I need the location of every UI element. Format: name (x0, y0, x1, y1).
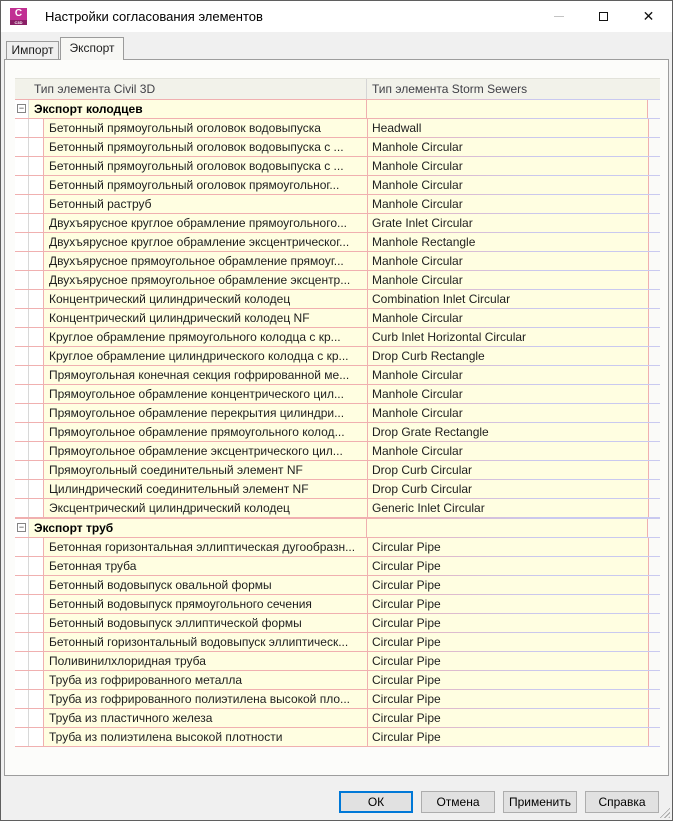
grid-header-row (15, 78, 660, 99)
row-gutter (15, 252, 29, 270)
title-bar (1, 1, 672, 32)
row-filler (649, 290, 660, 308)
table-row (15, 633, 660, 652)
civil3d-type-cell: Поливинилхлоридная труба (43, 652, 367, 670)
row-filler (649, 614, 660, 632)
civil3d-type-cell: Труба из гофрированного металла (43, 671, 367, 689)
row-indent (29, 709, 43, 727)
row-gutter (15, 233, 29, 251)
table-row (15, 347, 660, 366)
civil3d-type-cell: Бетонный прямоугольный оголовок прямоугольног... (43, 176, 367, 194)
storm-sewers-type-cell[interactable]: Circular Pipe (367, 576, 649, 594)
row-gutter (15, 728, 29, 746)
civil3d-type-cell: Бетонная горизонтальная эллиптическая дугообразн... (43, 538, 367, 556)
civil3d-type-cell: Бетонная труба (43, 557, 367, 575)
row-filler (649, 633, 660, 651)
row-gutter (15, 385, 29, 403)
civil3d-type-cell: Бетонный прямоугольный оголовок водовыпуска с ... (43, 157, 367, 175)
cancel-button[interactable]: Отмена (421, 791, 495, 813)
row-filler (649, 728, 660, 746)
row-indent (29, 442, 43, 460)
storm-sewers-type-cell[interactable]: Manhole Rectangle (367, 233, 649, 251)
row-indent (29, 423, 43, 441)
table-row (15, 233, 660, 252)
row-filler (648, 100, 660, 118)
row-indent (29, 214, 43, 232)
civil3d-type-cell: Труба из полиэтилена высокой плотности (43, 728, 367, 746)
row-filler (649, 652, 660, 670)
column-header-storm-sewers: Тип элемента Storm Sewers (372, 82, 528, 96)
row-filler (649, 195, 660, 213)
row-filler (649, 461, 660, 479)
row-indent (29, 614, 43, 632)
civil3d-type-cell: Концентрический цилиндрический колодец NF (43, 309, 367, 327)
civil3d-type-cell: Бетонный прямоугольный оголовок водовыпуска (43, 119, 367, 137)
civil3d-type-cell: Труба из пластичного железа (43, 709, 367, 727)
storm-sewers-type-cell[interactable]: Circular Pipe (367, 728, 649, 746)
collapse-toggle-icon[interactable]: − (18, 103, 25, 113)
storm-sewers-type-cell[interactable]: Curb Inlet Horizontal Circular (367, 328, 649, 346)
minimize-button[interactable] (536, 1, 581, 32)
table-row (15, 538, 660, 557)
storm-sewers-type-cell[interactable]: Circular Pipe (367, 614, 649, 632)
row-indent (29, 671, 43, 689)
row-gutter (15, 709, 29, 727)
row-indent (29, 328, 43, 346)
table-row (15, 119, 660, 138)
civil3d-type-cell: Бетонный раструб (43, 195, 367, 213)
row-gutter (15, 290, 29, 308)
table-row (15, 557, 660, 576)
row-filler (649, 271, 660, 289)
civil3d-type-cell: Круглое обрамление цилиндрического колодца с кр... (43, 347, 367, 365)
civil3d-type-cell: Прямоугольная конечная секция гофрированной ме... (43, 366, 367, 384)
row-gutter (15, 576, 29, 594)
row-gutter (15, 328, 29, 346)
storm-sewers-type-cell[interactable]: Generic Inlet Circular (367, 499, 649, 517)
table-row (15, 271, 660, 290)
storm-sewers-type-cell[interactable]: Grate Inlet Circular (367, 214, 649, 232)
row-indent (29, 309, 43, 327)
table-row (15, 614, 660, 633)
row-gutter (15, 519, 29, 537)
row-gutter (15, 690, 29, 708)
storm-sewers-type-cell[interactable]: Circular Pipe (367, 557, 649, 575)
row-indent (29, 595, 43, 613)
table-row (15, 461, 660, 480)
storm-sewers-type-cell[interactable]: Manhole Circular (367, 157, 649, 175)
civil3d-app-icon (10, 8, 27, 25)
row-indent (29, 290, 43, 308)
table-row (15, 652, 660, 671)
civil3d-type-cell: Эксцентрический цилиндрический колодец (43, 499, 367, 517)
row-filler (648, 519, 660, 537)
row-gutter (15, 119, 29, 137)
storm-sewers-type-cell[interactable]: Manhole Circular (367, 271, 649, 289)
window-title: Настройки согласования элементов (45, 9, 263, 24)
maximize-button[interactable] (581, 1, 626, 32)
row-filler (649, 176, 660, 194)
group-row (15, 518, 660, 538)
civil3d-type-cell: Двухъярусное круглое обрамление эксцентрическог... (43, 233, 367, 251)
row-gutter (15, 595, 29, 613)
storm-sewers-type-cell[interactable]: Circular Pipe (367, 690, 649, 708)
civil3d-type-cell: Прямоугольное обрамление прямоугольного колод... (43, 423, 367, 441)
civil3d-type-cell: Бетонный водовыпуск прямоугольного сечения (43, 595, 367, 613)
row-gutter (15, 195, 29, 213)
table-row (15, 423, 660, 442)
matching-grid (15, 78, 660, 747)
group-label-cell: Экспорт колодцев (29, 100, 366, 118)
ok-button[interactable]: ОК (339, 791, 413, 813)
storm-sewers-type-cell[interactable]: Manhole Circular (367, 138, 649, 156)
storm-sewers-type-cell[interactable]: Manhole Circular (367, 252, 649, 270)
civil3d-type-cell: Прямоугольное обрамление концентрического цил... (43, 385, 367, 403)
close-icon: ✕ (642, 8, 655, 24)
storm-sewers-type-cell[interactable]: Circular Pipe (367, 538, 649, 556)
row-gutter (15, 366, 29, 384)
row-gutter (15, 138, 29, 156)
table-row (15, 404, 660, 423)
civil3d-type-cell: Прямоугольное обрамление эксцентрического цил... (43, 442, 367, 460)
row-indent (29, 119, 43, 137)
table-row (15, 157, 660, 176)
storm-sewers-type-cell[interactable]: Drop Curb Circular (367, 461, 649, 479)
row-gutter (15, 157, 29, 175)
row-gutter (15, 271, 29, 289)
civil3d-type-cell: Круглое обрамление прямоугольного колодца с кр... (43, 328, 367, 346)
row-filler (649, 366, 660, 384)
storm-sewers-type-cell[interactable] (366, 100, 648, 118)
row-filler (649, 347, 660, 365)
storm-sewers-type-cell[interactable]: Manhole Circular (367, 195, 649, 213)
grid-body (15, 99, 660, 747)
column-header-civil3d: Тип элемента Civil 3D (15, 79, 367, 99)
row-gutter (15, 423, 29, 441)
storm-sewers-type-cell[interactable]: Drop Curb Rectangle (367, 347, 649, 365)
row-indent (29, 557, 43, 575)
row-filler (649, 328, 660, 346)
row-gutter (15, 633, 29, 651)
civil3d-type-cell: Бетонный горизонтальный водовыпуск эллиптическ... (43, 633, 367, 651)
table-row (15, 252, 660, 271)
row-indent (29, 233, 43, 251)
table-row (15, 499, 660, 518)
help-button[interactable]: Справка (585, 791, 659, 813)
row-gutter (15, 442, 29, 460)
row-filler (649, 233, 660, 251)
storm-sewers-type-cell[interactable]: Circular Pipe (367, 709, 649, 727)
civil3d-type-cell: Прямоугольное обрамление перекрытия цилиндри... (43, 404, 367, 422)
table-row (15, 328, 660, 347)
row-gutter (15, 176, 29, 194)
table-row (15, 309, 660, 328)
row-indent (29, 538, 43, 556)
row-indent (29, 690, 43, 708)
row-indent (29, 728, 43, 746)
row-filler (649, 538, 660, 556)
row-gutter (15, 671, 29, 689)
apply-button[interactable]: Применить (503, 791, 577, 813)
collapse-toggle-icon[interactable]: − (18, 522, 25, 532)
row-filler (649, 690, 660, 708)
row-indent (29, 176, 43, 194)
row-indent (29, 404, 43, 422)
table-row (15, 671, 660, 690)
storm-sewers-type-cell[interactable]: Combination Inlet Circular (367, 290, 649, 308)
row-indent (29, 652, 43, 670)
row-gutter (15, 347, 29, 365)
tab-page-export (4, 59, 669, 776)
table-row (15, 728, 660, 747)
civil3d-type-cell: Цилиндрический соединительный элемент NF (43, 480, 367, 498)
storm-sewers-type-cell[interactable]: Circular Pipe (367, 671, 649, 689)
storm-sewers-type-cell[interactable] (366, 519, 648, 537)
row-filler (649, 385, 660, 403)
row-indent (29, 480, 43, 498)
row-filler (649, 119, 660, 137)
table-row (15, 442, 660, 461)
storm-sewers-type-cell[interactable]: Manhole Circular (367, 366, 649, 384)
row-filler (649, 499, 660, 517)
row-filler (649, 480, 660, 498)
storm-sewers-type-cell[interactable]: Circular Pipe (367, 595, 649, 613)
civil3d-type-cell: Бетонный водовыпуск овальной формы (43, 576, 367, 594)
row-gutter (15, 309, 29, 327)
table-row (15, 576, 660, 595)
table-row (15, 385, 660, 404)
civil3d-icon-letter: C (10, 8, 27, 20)
row-gutter (15, 404, 29, 422)
storm-sewers-type-cell[interactable]: Drop Grate Rectangle (367, 423, 649, 441)
row-filler (649, 442, 660, 460)
row-indent (29, 499, 43, 517)
row-gutter (15, 557, 29, 575)
row-gutter (15, 652, 29, 670)
row-filler (649, 309, 660, 327)
table-row (15, 138, 660, 157)
row-indent (29, 347, 43, 365)
storm-sewers-type-cell[interactable]: Manhole Circular (367, 404, 649, 422)
civil3d-type-cell: Труба из гофрированного полиэтилена высокой пло... (43, 690, 367, 708)
row-filler (649, 595, 660, 613)
group-label-cell: Экспорт труб (29, 519, 366, 537)
row-indent (29, 576, 43, 594)
row-indent (29, 138, 43, 156)
storm-sewers-type-cell[interactable]: Manhole Circular (367, 385, 649, 403)
storm-sewers-type-cell[interactable]: Manhole Circular (367, 176, 649, 194)
row-gutter (15, 614, 29, 632)
storm-sewers-type-cell[interactable]: Headwall (367, 119, 649, 137)
table-row (15, 366, 660, 385)
row-filler (649, 671, 660, 689)
close-button[interactable] (626, 1, 671, 32)
row-filler (649, 404, 660, 422)
civil3d-type-cell: Двухъярусное круглое обрамление прямоугольного... (43, 214, 367, 232)
row-filler (649, 157, 660, 175)
tab-export[interactable]: Экспорт (60, 37, 124, 60)
row-indent (29, 385, 43, 403)
row-gutter (15, 480, 29, 498)
row-filler (649, 576, 660, 594)
row-gutter (15, 100, 29, 118)
civil3d-type-cell: Прямоугольный соединительный элемент NF (43, 461, 367, 479)
storm-sewers-type-cell[interactable]: Circular Pipe (367, 633, 649, 651)
row-gutter (15, 538, 29, 556)
table-row (15, 290, 660, 309)
row-filler (649, 709, 660, 727)
row-indent (29, 366, 43, 384)
row-gutter (15, 461, 29, 479)
row-indent (29, 195, 43, 213)
row-filler (649, 138, 660, 156)
table-row (15, 690, 660, 709)
row-indent (29, 252, 43, 270)
table-row (15, 709, 660, 728)
civil3d-type-cell: Двухъярусное прямоугольное обрамление эксцентр... (43, 271, 367, 289)
minimize-icon (554, 16, 564, 17)
table-row (15, 195, 660, 214)
storm-sewers-type-cell[interactable]: Drop Curb Circular (367, 480, 649, 498)
civil3d-type-cell: Двухъярусное прямоугольное обрамление прямоуг... (43, 252, 367, 270)
table-row (15, 176, 660, 195)
row-gutter (15, 214, 29, 232)
row-indent (29, 157, 43, 175)
group-row (15, 99, 660, 119)
maximize-icon (599, 12, 608, 21)
row-indent (29, 633, 43, 651)
row-filler (649, 214, 660, 232)
table-row (15, 595, 660, 614)
civil3d-type-cell: Концентрический цилиндрический колодец (43, 290, 367, 308)
row-filler (649, 252, 660, 270)
tab-import[interactable]: Импорт (6, 41, 59, 59)
table-row (15, 480, 660, 499)
row-indent (29, 271, 43, 289)
storm-sewers-type-cell[interactable]: Manhole Circular (367, 442, 649, 460)
storm-sewers-type-cell[interactable]: Manhole Circular (367, 309, 649, 327)
row-filler (649, 423, 660, 441)
storm-sewers-type-cell[interactable]: Circular Pipe (367, 652, 649, 670)
table-row (15, 214, 660, 233)
civil3d-type-cell: Бетонный прямоугольный оголовок водовыпуска с ... (43, 138, 367, 156)
row-indent (29, 461, 43, 479)
civil3d-icon-label: C3D (10, 20, 27, 25)
row-filler (649, 557, 660, 575)
civil3d-type-cell: Бетонный водовыпуск эллиптической формы (43, 614, 367, 632)
row-gutter (15, 499, 29, 517)
